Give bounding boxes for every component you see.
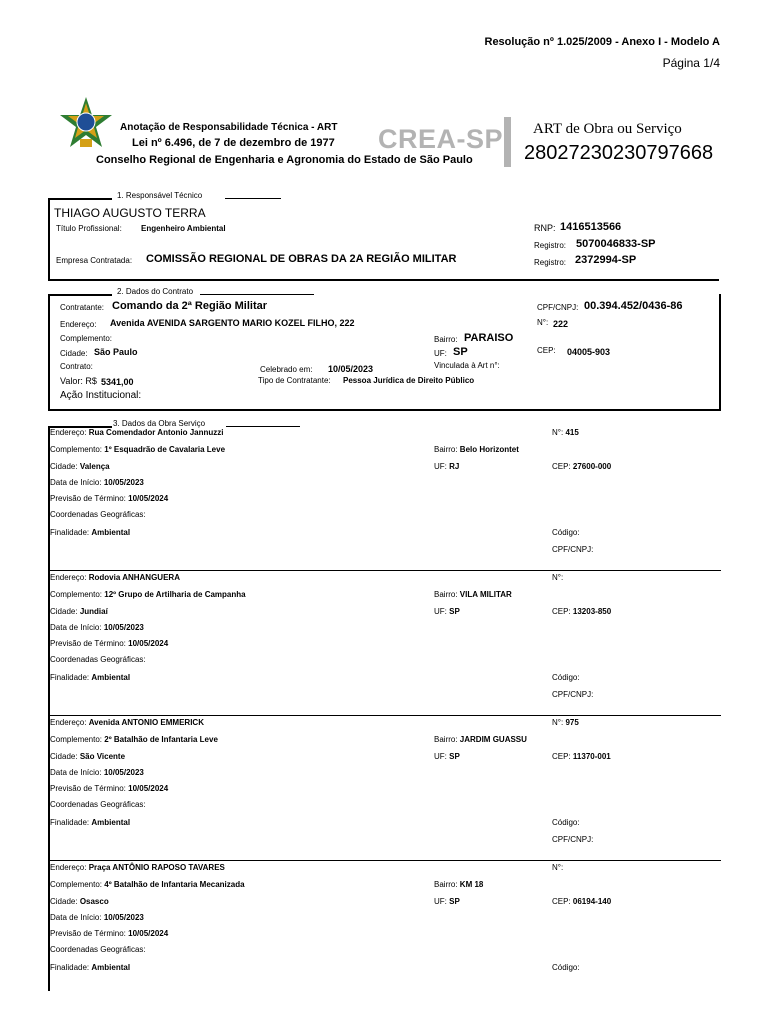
obra-cpf-label: CPF/CNPJ: <box>552 835 594 844</box>
cidade-label: Cidade: <box>60 349 88 358</box>
obra-bairro-field <box>434 590 512 599</box>
obra-endereco-label: Endereço: <box>50 863 87 872</box>
contratante-value: Comando da 2ª Região Militar <box>112 300 268 312</box>
valor-value: 5341,00 <box>101 377 134 387</box>
obra-coord-field <box>50 655 146 664</box>
obra-codigo-label: Código: <box>552 963 580 972</box>
obra-cpf-label: CPF/CNPJ: <box>552 545 594 554</box>
registro-label: Registro: <box>534 241 567 250</box>
obra-endereco-label: Endereço: <box>50 718 87 727</box>
obra-endereco-value: Praça ANTÔNIO RAPOSO TAVARES <box>88 863 225 872</box>
cidade-value: São Paulo <box>94 347 138 357</box>
obra-endereco-field <box>50 718 204 727</box>
obra-inicio-value: 10/05/2023 <box>103 768 144 777</box>
obra-bairro-field <box>434 735 527 744</box>
titulo-label: Título Profissional: <box>56 224 122 233</box>
obra-cidade-value: Valença <box>79 462 110 471</box>
celebrado-label: Celebrado em: <box>260 365 313 374</box>
celebrado-value: 10/05/2023 <box>328 364 374 374</box>
valor-label: Valor: R$ <box>60 376 97 386</box>
rnp-label: RNP: <box>534 223 556 233</box>
obra-coord-label: Coordenadas Geográficas: <box>50 800 146 809</box>
section3-title: 3. Dados da Obra Serviço <box>113 419 206 428</box>
obra-num-label: N°: <box>552 428 564 437</box>
obra-inicio-value: 10/05/2023 <box>103 913 144 922</box>
obra-complemento-label: Complemento: <box>50 445 103 454</box>
obra-finalidade-field <box>50 673 130 682</box>
obra-cidade-field <box>50 462 110 471</box>
section1-title: 1. Responsável Técnico <box>117 191 203 200</box>
obra-termino-field <box>50 639 168 648</box>
obra-num-label: N°: <box>552 718 564 727</box>
obra-finalidade-label: Finalidade: <box>50 963 90 972</box>
obra-finalidade-value: Ambiental <box>91 528 131 537</box>
obra-cpf-field <box>552 545 593 554</box>
obra-termino-label: Previsão de Término: <box>50 494 126 503</box>
obra-inicio-value: 10/05/2023 <box>103 478 144 487</box>
obra-bairro-field <box>434 880 483 889</box>
obra-codigo-field <box>552 673 580 682</box>
obra-finalidade-field <box>50 963 130 972</box>
obra-bairro-value: Belo Horizontet <box>459 445 519 454</box>
titulo-value: Engenheiro Ambiental <box>141 224 226 233</box>
obra-coord-field <box>50 945 146 954</box>
obra-bairro-label: Bairro: <box>434 880 458 889</box>
obra-complemento-field <box>50 735 218 744</box>
obra-cidade-label: Cidade: <box>50 462 78 471</box>
obra-inicio-label: Data de Início: <box>50 623 102 632</box>
obra-cep-field <box>552 607 611 616</box>
obra-endereco-field <box>50 863 225 872</box>
uf-label: UF: <box>434 349 447 358</box>
header-divider <box>504 117 511 167</box>
obra-cpf-label: CPF/CNPJ: <box>552 690 594 699</box>
endereco-value: Avenida AVENIDA SARGENTO MARIO KOZEL FILHO, 222 <box>110 318 355 328</box>
obra-uf-value: SP <box>449 607 460 616</box>
uf-value: SP <box>453 346 468 358</box>
bairro-value: PARAISO <box>464 332 514 344</box>
obra-complemento-field <box>50 445 225 454</box>
registro2-label: Registro: <box>534 258 567 267</box>
obra-codigo-label: Código: <box>552 673 580 682</box>
obra-uf-field <box>434 897 460 906</box>
obra-cidade-value: Osasco <box>79 897 109 906</box>
obra-uf-label: UF: <box>434 607 447 616</box>
obra-num-field <box>552 573 563 582</box>
cep-label: CEP: <box>537 346 556 355</box>
acao-label: Ação Institucional: <box>60 390 142 401</box>
obra-endereco-label: Endereço: <box>50 428 87 437</box>
obra-uf-label: UF: <box>434 752 447 761</box>
registro2-value: 2372994-SP <box>575 254 637 266</box>
obra-inicio-field <box>50 768 144 777</box>
title-line1: Anotação de Responsabilidade Técnica - ART <box>120 122 338 133</box>
obra-uf-label: UF: <box>434 462 447 471</box>
obra-bairro-label: Bairro: <box>434 445 458 454</box>
obra-coord-field <box>50 800 146 809</box>
obra-uf-field <box>434 462 459 471</box>
obra-termino-value: 10/05/2024 <box>128 929 169 938</box>
obra-inicio-label: Data de Início: <box>50 913 102 922</box>
obra-finalidade-value: Ambiental <box>91 963 131 972</box>
obra-codigo-field <box>552 818 580 827</box>
obra-coord-field <box>50 510 146 519</box>
obra-complemento-field <box>50 590 246 599</box>
registro-value: 5070046833-SP <box>576 238 656 250</box>
obra-coord-label: Coordenadas Geográficas: <box>50 655 146 664</box>
tipo-label: Tipo de Contratante: <box>258 376 331 385</box>
obra-finalidade-field <box>50 528 130 537</box>
num-value: 222 <box>553 319 569 329</box>
obra-complemento-value: 12º Grupo de Artilharia de Campanha <box>104 590 246 599</box>
obra-inicio-value: 10/05/2023 <box>103 623 144 632</box>
obra-cidade-label: Cidade: <box>50 607 78 616</box>
obra-complemento-label: Complemento: <box>50 735 103 744</box>
obra-num-label: N°: <box>552 573 564 582</box>
obra-endereco-value: Rodovia ANHANGUERA <box>88 573 180 582</box>
obra-finalidade-value: Ambiental <box>91 673 131 682</box>
obra-cep-value: 11370-001 <box>572 752 611 761</box>
obra-bairro-label: Bairro: <box>434 590 458 599</box>
title-line3: Conselho Regional de Engenharia e Agronomia do Estado de São Paulo <box>96 154 473 166</box>
obra-cep-label: CEP: <box>552 607 571 616</box>
obra-termino-value: 10/05/2024 <box>128 784 169 793</box>
obra-num-label: N°: <box>552 863 564 872</box>
obra-finalidade-label: Finalidade: <box>50 528 90 537</box>
obra-cpf-field <box>552 690 593 699</box>
obra-entry-divider <box>48 570 721 571</box>
obra-bairro-field <box>434 445 519 454</box>
num-label: N°: <box>537 318 549 327</box>
obra-cep-value: 27600-000 <box>572 462 612 471</box>
contratante-label: Contratante: <box>60 303 105 312</box>
obra-coord-label: Coordenadas Geográficas: <box>50 510 146 519</box>
obra-bairro-value: KM 18 <box>459 880 484 889</box>
tipo-value: Pessoa Jurídica de Direito Público <box>343 376 475 385</box>
obra-complemento-value: 1º Esquadrão de Cavalaria Leve <box>104 445 226 454</box>
obra-cep-value: 13203-850 <box>572 607 612 616</box>
obra-complemento-label: Complemento: <box>50 590 103 599</box>
crea-sp-logo: CREA-SP <box>378 124 504 154</box>
title-line2: Lei nº 6.496, de 7 de dezembro de 1977 <box>132 137 335 149</box>
cep-value: 04005-903 <box>567 347 611 357</box>
obra-complemento-value: 4º Batalhão de Infantaria Mecanizada <box>104 880 245 889</box>
obra-cep-field <box>552 752 611 761</box>
obra-termino-field <box>50 929 168 938</box>
obra-uf-field <box>434 607 460 616</box>
obra-cep-label: CEP: <box>552 462 571 471</box>
obra-uf-value: SP <box>449 897 460 906</box>
cpf-label: CPF/CNPJ: <box>537 303 579 312</box>
obra-cpf-field <box>552 835 593 844</box>
obra-termino-field <box>50 494 168 503</box>
obra-termino-field <box>50 784 168 793</box>
obra-cep-label: CEP: <box>552 897 571 906</box>
vinculada-label: Vinculada à Art n°: <box>434 361 500 370</box>
obra-cidade-label: Cidade: <box>50 752 78 761</box>
obra-termino-label: Previsão de Término: <box>50 929 126 938</box>
obra-cep-label: CEP: <box>552 752 571 761</box>
obra-coord-label: Coordenadas Geográficas: <box>50 945 146 954</box>
obra-endereco-field <box>50 428 224 437</box>
obra-termino-label: Previsão de Término: <box>50 784 126 793</box>
obra-inicio-field <box>50 623 144 632</box>
section2-title: 2. Dados do Contrato <box>117 287 194 296</box>
obra-finalidade-value: Ambiental <box>91 818 131 827</box>
obra-complemento-label: Complemento: <box>50 880 103 889</box>
obra-endereco-label: Endereço: <box>50 573 87 582</box>
obra-cidade-label: Cidade: <box>50 897 78 906</box>
obra-cidade-value: Jundiaí <box>79 607 108 616</box>
obra-cep-field <box>552 897 611 906</box>
obra-inicio-field <box>50 913 144 922</box>
obra-inicio-label: Data de Início: <box>50 768 102 777</box>
obra-entry-divider <box>48 860 721 861</box>
obra-uf-value: RJ <box>449 462 460 471</box>
obra-codigo-field <box>552 963 580 972</box>
complemento-label: Complemento: <box>60 334 113 343</box>
brasao-republica-icon <box>58 95 114 151</box>
obra-codigo-label: Código: <box>552 528 580 537</box>
obra-complemento-value: 2º Batalhão de Infantaria Leve <box>104 735 218 744</box>
obra-finalidade-label: Finalidade: <box>50 673 90 682</box>
responsavel-name: THIAGO AUGUSTO TERRA <box>54 206 206 220</box>
obra-num-value: 415 <box>565 428 579 437</box>
empresa-value: COMISSÃO REGIONAL DE OBRAS DA 2A REGIÃO MILITAR <box>146 253 457 265</box>
obra-finalidade-label: Finalidade: <box>50 818 90 827</box>
obra-bairro-value: JARDIM GUASSU <box>459 735 527 744</box>
bairro-label: Bairro: <box>434 335 458 344</box>
art-type: ART de Obra ou Serviço <box>533 121 682 137</box>
obra-codigo-label: Código: <box>552 818 580 827</box>
obra-endereco-value: Avenida ANTONIO EMMERICK <box>88 718 204 727</box>
obra-cidade-field <box>50 897 109 906</box>
obra-uf-label: UF: <box>434 897 447 906</box>
page-number: Página 1/4 <box>662 56 720 70</box>
obra-num-field <box>552 428 579 437</box>
obra-cep-field <box>552 462 611 471</box>
contrato-label: Contrato: <box>60 362 93 371</box>
obra-termino-value: 10/05/2024 <box>128 639 169 648</box>
obra-cidade-field <box>50 607 108 616</box>
obra-entry-divider <box>48 715 721 716</box>
empresa-label: Empresa Contratada: <box>56 256 133 265</box>
obra-codigo-field <box>552 528 580 537</box>
obra-cidade-value: São Vicente <box>79 752 126 761</box>
obra-termino-value: 10/05/2024 <box>128 494 169 503</box>
obra-bairro-label: Bairro: <box>434 735 458 744</box>
obra-num-field <box>552 863 563 872</box>
obra-inicio-field <box>50 478 144 487</box>
obra-num-value: 975 <box>565 718 579 727</box>
obra-endereco-value: Rua Comendador Antonio Jannuzzi <box>88 428 224 437</box>
obra-bairro-value: VILA MILITAR <box>459 590 512 599</box>
endereco-label: Endereço: <box>60 320 97 329</box>
obra-cidade-field <box>50 752 125 761</box>
resolution-text: Resolução nº 1.025/2009 - Anexo I - Modelo A <box>484 36 720 48</box>
obra-complemento-field <box>50 880 245 889</box>
obra-finalidade-field <box>50 818 130 827</box>
obra-cep-value: 06194-140 <box>572 897 612 906</box>
obra-uf-value: SP <box>449 752 460 761</box>
rnp-value: 1416513566 <box>560 221 622 233</box>
art-number: 28027230230797668 <box>524 142 714 164</box>
cpf-value: 00.394.452/0436-86 <box>584 300 683 312</box>
obra-num-field <box>552 718 579 727</box>
obra-uf-field <box>434 752 460 761</box>
obra-inicio-label: Data de Início: <box>50 478 102 487</box>
obra-termino-label: Previsão de Término: <box>50 639 126 648</box>
obra-endereco-field <box>50 573 180 582</box>
